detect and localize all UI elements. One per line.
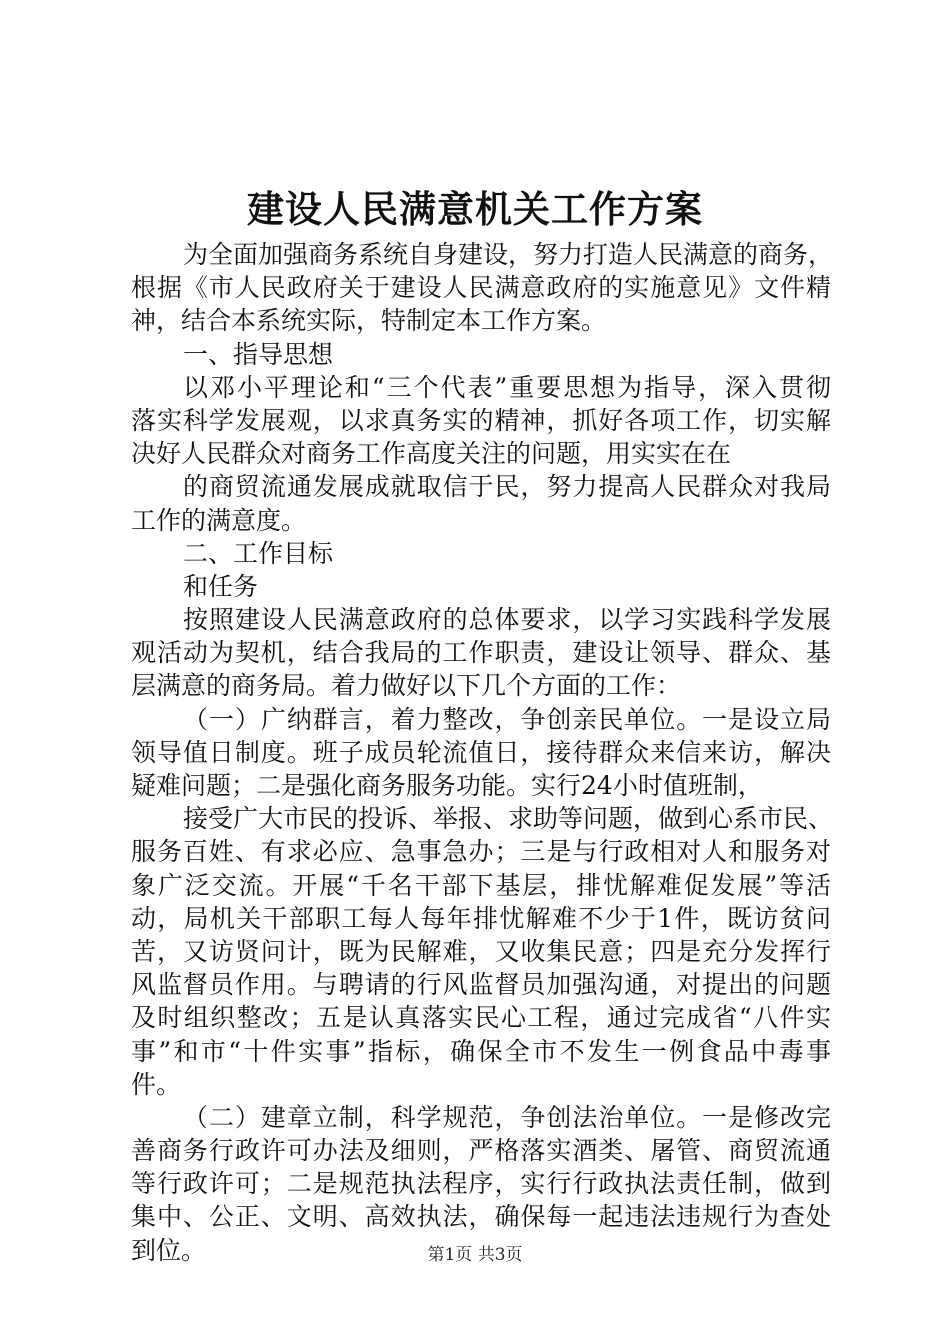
body-line: 到位。	[131, 1235, 207, 1265]
page-footer: 第1页 共3页	[427, 1245, 523, 1265]
body-line: 动，局机关干部职工每人每年排忧解难不少于1件，既访贫问	[131, 903, 831, 933]
document-title: 建设人民满意机关工作方案	[247, 187, 703, 231]
body-line: 的商贸流通发展成就取信于民，努力提高人民群众对我局	[183, 472, 831, 502]
body-line: 和任务	[183, 571, 259, 601]
body-line: （二）建章立制，科学规范，争创法治单位。一是修改完	[183, 1102, 831, 1132]
body-line: 层满意的商务局。着力做好以下几个方面的工作：	[131, 671, 682, 701]
body-line: 领导值日制度。班子成员轮流值日，接待群众来信来访，解决	[131, 737, 831, 767]
body-line: 疑难问题；二是强化商务服务功能。实行24小时值班制，	[131, 771, 763, 800]
body-line: 事”和市“十件实事”指标，确保全市不发生一例食品中毒事	[131, 1036, 831, 1066]
body-line: 象广泛交流。开展“千名干部下基层，排忧解难促发展”等活	[131, 870, 831, 900]
body-line: 一、指导思想	[183, 339, 334, 369]
body-line: 根据《市人民政府关于建设人民满意政府的实施意见》文件精	[131, 273, 831, 303]
body-line: 件。	[131, 1069, 182, 1099]
body-line: 及时组织整改；五是认真落实民心工程，通过完成省“八件实	[131, 1003, 831, 1033]
body-line: 善商务行政许可办法及细则，严格落实酒类、屠管、商贸流通	[131, 1136, 831, 1166]
body-line: （一）广纳群言，着力整改，争创亲民单位。一是设立局	[183, 704, 831, 734]
body-line: 二、工作目标	[183, 538, 334, 568]
body-line: 服务百姓、有求必应、急事急办；三是与行政相对人和服务对	[131, 837, 831, 867]
document-body	[131, 238, 834, 1267]
body-line: 集中、公正、文明、高效执法，确保每一起违法违规行为查处	[131, 1202, 831, 1232]
body-line: 神，结合本系统实际，特制定本工作方案。	[131, 306, 607, 336]
body-line: 等行政许可；二是规范执法程序，实行行政执法责任制，做到	[131, 1169, 831, 1199]
body-line: 以邓小平理论和“三个代表”重要思想为指导，深入贯彻	[183, 372, 831, 402]
body-line: 接受广大市民的投诉、举报、求助等问题，做到心系市民、	[183, 804, 834, 834]
body-line: 风监督员作用。与聘请的行风监督员加强沟通，对提出的问题	[131, 970, 831, 1000]
body-line: 苦，又访贤问计，既为民解难，又收集民意；四是充分发挥行	[131, 936, 831, 966]
body-line: 按照建设人民满意政府的总体要求，以学习实践科学发展	[183, 605, 831, 635]
body-line: 工作的满意度。	[131, 505, 307, 535]
body-line: 落实科学发展观，以求真务实的精神，抓好各项工作，切实解	[131, 405, 831, 435]
body-line: 为全面加强商务系统自身建设，努力打造人民满意的商务，	[183, 240, 834, 269]
body-line: 决好人民群众对商务工作高度关注的问题，用实实在在	[131, 439, 732, 469]
body-line: 观活动为契机，结合我局的工作职责，建设让领导、群众、基	[131, 638, 831, 668]
